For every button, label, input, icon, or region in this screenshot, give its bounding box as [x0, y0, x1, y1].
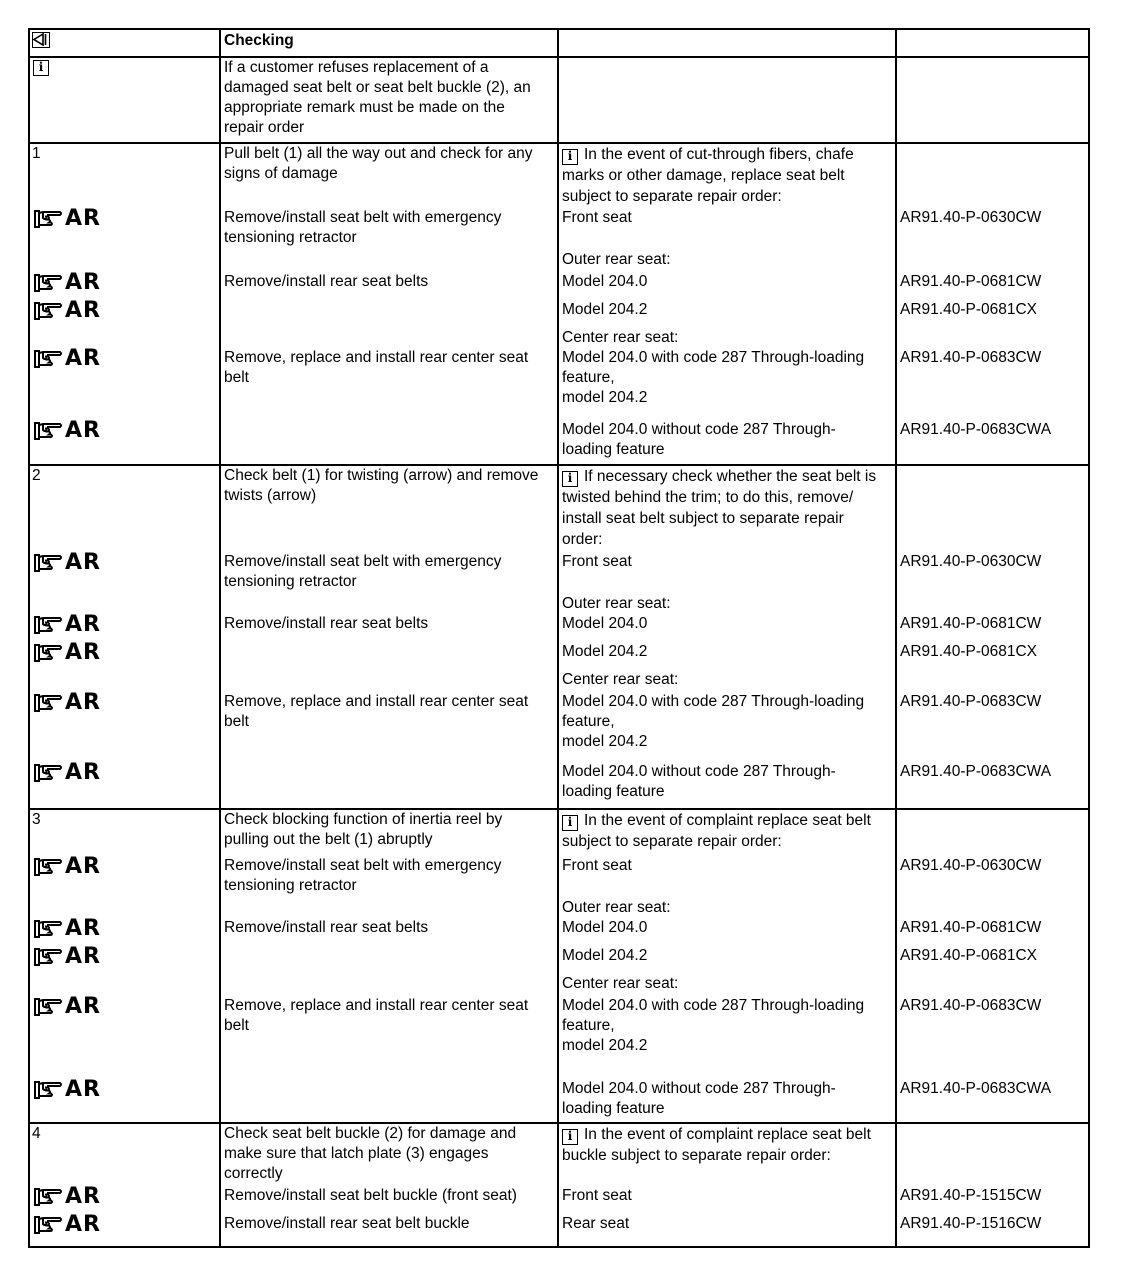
reference-condition: Model 204.2	[562, 947, 648, 964]
reference-condition: loading feature	[562, 1100, 665, 1117]
pointing-hand-icon	[33, 1214, 63, 1236]
step-action-cell	[220, 143, 558, 465]
pointing-hand-icon	[33, 996, 63, 1018]
document-reference[interactable]: AR91.40-P-0681CX	[900, 643, 1037, 660]
pointing-hand-icon	[33, 420, 63, 442]
step-document-cell	[896, 465, 1089, 809]
pointing-hand-icon	[33, 348, 63, 370]
ar-document-link[interactable]	[33, 299, 101, 323]
step-document-cell	[896, 143, 1089, 465]
reference-description: belt	[224, 1017, 249, 1034]
step-action-line: correctly	[224, 1165, 283, 1182]
reference-description: Remove, replace and install rear center seat	[224, 693, 529, 710]
reference-description: belt	[224, 369, 249, 386]
ar-document-link[interactable]	[33, 551, 101, 575]
note-text-line: repair order	[224, 119, 305, 136]
ar-document-link[interactable]	[33, 613, 101, 637]
info-icon: i	[562, 471, 578, 487]
step-condition-cell	[558, 809, 896, 1123]
reference-condition: Front seat	[562, 857, 632, 874]
ar-link-label: AR	[65, 994, 101, 1019]
info-note-line: i In the event of complaint replace seat belt	[562, 811, 871, 831]
document-reference[interactable]: AR91.40-P-0683CW	[900, 997, 1042, 1014]
note-text-cell	[220, 57, 558, 143]
reference-description: tensioning retractor	[224, 573, 357, 590]
document-reference[interactable]: AR91.40-P-0683CWA	[900, 763, 1052, 780]
step-action-line: Check seat belt buckle (2) for damage and	[224, 1125, 517, 1142]
reference-description: tensioning retractor	[224, 877, 357, 894]
step-document-cell	[896, 809, 1089, 1123]
info-icon: i	[562, 815, 578, 831]
reference-description: Remove/install rear seat belts	[224, 615, 429, 632]
info-note-line: i If necessary check whether the seat belt is	[562, 467, 876, 487]
note-icon-cell	[29, 57, 220, 143]
reference-condition: Model 204.0	[562, 919, 648, 936]
step-condition-cell	[558, 143, 896, 465]
step-number: 3	[32, 811, 41, 828]
document-reference[interactable]: AR91.40-P-0683CW	[900, 693, 1042, 710]
step-action-line: Check blocking function of inertia reel by	[224, 811, 503, 828]
step-condition-cell	[558, 465, 896, 809]
step-number: 4	[32, 1125, 41, 1142]
ar-document-link[interactable]	[33, 995, 101, 1019]
back-arrow-icon[interactable]	[32, 32, 50, 48]
info-icon: i	[33, 60, 49, 76]
reference-condition: Model 204.0 with code 287 Through-loading	[562, 693, 865, 710]
note-empty-cell	[558, 57, 896, 143]
ar-document-link[interactable]	[33, 207, 101, 231]
document-reference[interactable]: AR91.40-P-0681CW	[900, 273, 1042, 290]
reference-condition: loading feature	[562, 783, 665, 800]
header-empty-cell	[896, 29, 1089, 57]
reference-condition: Front seat	[562, 553, 632, 570]
ar-document-link[interactable]	[33, 419, 101, 443]
document-reference[interactable]: AR91.40-P-0630CW	[900, 857, 1042, 874]
info-note-line: subject to separate repair order:	[562, 833, 782, 850]
document-reference[interactable]: AR91.40-P-0681CW	[900, 919, 1042, 936]
reference-description: Remove/install seat belt with emergency	[224, 209, 502, 226]
reference-description: Remove/install seat belt with emergency	[224, 857, 502, 874]
header-title-cell	[220, 29, 558, 57]
document-reference[interactable]: AR91.40-P-1515CW	[900, 1187, 1042, 1204]
ar-document-link[interactable]	[33, 271, 101, 295]
step-condition-cell	[558, 1123, 896, 1247]
pointing-hand-icon	[33, 946, 63, 968]
reference-condition: Model 204.0 without code 287 Through-	[562, 1080, 836, 1097]
ar-link-label: AR	[65, 760, 101, 785]
ar-link-label: AR	[65, 640, 101, 665]
pointing-hand-icon	[33, 1186, 63, 1208]
ar-document-link[interactable]	[33, 1185, 101, 1209]
ar-link-label: AR	[65, 944, 101, 969]
ar-document-link[interactable]	[33, 945, 101, 969]
ar-link-label: AR	[65, 270, 101, 295]
pointing-hand-icon	[33, 208, 63, 230]
step-action-cell	[220, 465, 558, 809]
ar-link-label: AR	[65, 1184, 101, 1209]
info-note-line: twisted behind the trim; to do this, remove/	[562, 489, 854, 506]
ar-link-label: AR	[65, 550, 101, 575]
note-text-line: If a customer refuses replacement of a	[224, 59, 489, 76]
reference-condition: Front seat	[562, 1187, 632, 1204]
step-number: 2	[32, 467, 41, 484]
page-title: Checking	[224, 32, 294, 49]
header-empty-cell	[558, 29, 896, 57]
reference-condition: Model 204.0 with code 287 Through-loading	[562, 997, 865, 1014]
reference-condition: feature,	[562, 713, 615, 730]
info-note-line: marks or other damage, replace seat belt	[562, 167, 845, 184]
info-note-line: buckle subject to separate repair order:	[562, 1147, 831, 1164]
reference-description: belt	[224, 713, 249, 730]
ar-document-link[interactable]	[33, 917, 101, 941]
ar-link-label: AR	[65, 612, 101, 637]
pointing-hand-icon	[33, 856, 63, 878]
note-row	[29, 57, 1089, 143]
reference-condition: Center rear seat:	[562, 329, 679, 346]
document-reference[interactable]: AR91.40-P-1516CW	[900, 1215, 1042, 1232]
reference-condition: Model 204.0 without code 287 Through-	[562, 763, 836, 780]
reference-condition: Rear seat	[562, 1215, 630, 1232]
step-number: 1	[32, 145, 41, 162]
note-text-line: damaged seat belt or seat belt buckle (2), an	[224, 79, 531, 96]
document-reference[interactable]: AR91.40-P-0683CWA	[900, 421, 1052, 438]
reference-condition: model 204.2	[562, 389, 648, 406]
ar-link-label: AR	[65, 1077, 101, 1102]
step-action-line: twists (arrow)	[224, 487, 317, 504]
pointing-hand-icon	[33, 552, 63, 574]
step-action-line: signs of damage	[224, 165, 338, 182]
reference-condition: Model 204.0	[562, 615, 648, 632]
reference-condition: Front seat	[562, 209, 632, 226]
info-note-line: order:	[562, 531, 603, 548]
step-action-line: Check belt (1) for twisting (arrow) and remove	[224, 467, 539, 484]
note-text-line: appropriate remark must be made on the	[224, 99, 505, 116]
ar-document-link[interactable]	[33, 1078, 101, 1102]
document-reference[interactable]: AR91.40-P-0681CW	[900, 615, 1042, 632]
step-action-line: pulling out the belt (1) abruptly	[224, 831, 433, 848]
reference-condition: Outer rear seat:	[562, 251, 671, 268]
document-reference[interactable]: AR91.40-P-0683CWA	[900, 1080, 1052, 1097]
reference-description: Remove, replace and install rear center seat	[224, 349, 529, 366]
repair-procedure-table	[28, 28, 1090, 1248]
document-reference[interactable]: AR91.40-P-0630CW	[900, 209, 1042, 226]
document-reference[interactable]: AR91.40-P-0681CX	[900, 947, 1037, 964]
ar-link-label: AR	[65, 346, 101, 371]
step-row	[29, 465, 1089, 809]
reference-description: Remove/install rear seat belt buckle	[224, 1215, 470, 1232]
step-action-line: make sure that latch plate (3) engages	[224, 1145, 489, 1162]
document-reference[interactable]: AR91.40-P-0681CX	[900, 301, 1037, 318]
ar-link-label: AR	[65, 854, 101, 879]
step-action-cell	[220, 809, 558, 1123]
header-icon-cell	[29, 29, 220, 57]
info-icon: i	[562, 1129, 578, 1145]
reference-condition: Center rear seat:	[562, 975, 679, 992]
reference-description: Remove/install rear seat belts	[224, 273, 429, 290]
step-link-cell	[29, 143, 220, 465]
reference-condition: loading feature	[562, 441, 665, 458]
step-action-line: Pull belt (1) all the way out and check for any	[224, 145, 533, 162]
reference-condition: Model 204.0	[562, 273, 648, 290]
ar-document-link[interactable]	[33, 347, 101, 371]
ar-document-link[interactable]	[33, 641, 101, 665]
reference-condition: Model 204.2	[562, 301, 648, 318]
document-reference[interactable]: AR91.40-P-0630CW	[900, 553, 1042, 570]
pointing-hand-icon	[33, 300, 63, 322]
ar-link-label: AR	[65, 206, 101, 231]
pointing-hand-icon	[33, 1079, 63, 1101]
info-icon: i	[562, 149, 578, 165]
reference-description: tensioning retractor	[224, 229, 357, 246]
document-reference[interactable]: AR91.40-P-0683CW	[900, 349, 1042, 366]
reference-condition: Model 204.0 without code 287 Through-	[562, 421, 836, 438]
reference-description: Remove/install seat belt with emergency	[224, 553, 502, 570]
pointing-hand-icon	[33, 692, 63, 714]
step-action-cell	[220, 1123, 558, 1247]
ar-link-label: AR	[65, 298, 101, 323]
reference-condition: Model 204.0 with code 287 Through-loading	[562, 349, 865, 366]
reference-description: Remove, replace and install rear center seat	[224, 997, 529, 1014]
header-row	[29, 29, 1089, 57]
reference-condition: model 204.2	[562, 1037, 648, 1054]
pointing-hand-icon	[33, 272, 63, 294]
step-link-cell	[29, 809, 220, 1123]
pointing-hand-icon	[33, 642, 63, 664]
pointing-hand-icon	[33, 762, 63, 784]
ar-document-link[interactable]	[33, 855, 101, 879]
info-note-line: subject to separate repair order:	[562, 188, 782, 205]
info-note-line: install seat belt subject to separate repair	[562, 510, 844, 527]
reference-condition: feature,	[562, 1017, 615, 1034]
ar-link-label: AR	[65, 418, 101, 443]
info-note-line: i In the event of cut-through fibers, chafe	[562, 145, 854, 165]
reference-condition: Outer rear seat:	[562, 899, 671, 916]
ar-link-label: AR	[65, 690, 101, 715]
pointing-hand-icon	[33, 918, 63, 940]
step-document-cell	[896, 1123, 1089, 1247]
reference-condition: Model 204.2	[562, 643, 648, 660]
note-empty-cell	[896, 57, 1089, 143]
reference-description: Remove/install rear seat belts	[224, 919, 429, 936]
reference-description: Remove/install seat belt buckle (front seat)	[224, 1187, 517, 1204]
reference-condition: Outer rear seat:	[562, 595, 671, 612]
reference-condition: model 204.2	[562, 733, 648, 750]
step-row	[29, 1123, 1089, 1247]
ar-document-link[interactable]	[33, 761, 101, 785]
reference-condition: Center rear seat:	[562, 671, 679, 688]
ar-document-link[interactable]	[33, 1213, 101, 1237]
ar-document-link[interactable]	[33, 691, 101, 715]
step-row	[29, 143, 1089, 465]
step-link-cell	[29, 1123, 220, 1247]
ar-link-label: AR	[65, 1212, 101, 1237]
step-link-cell	[29, 465, 220, 809]
step-row	[29, 809, 1089, 1123]
reference-condition: feature,	[562, 369, 615, 386]
pointing-hand-icon	[33, 614, 63, 636]
info-note-line: i In the event of complaint replace seat belt	[562, 1125, 871, 1145]
ar-link-label: AR	[65, 916, 101, 941]
